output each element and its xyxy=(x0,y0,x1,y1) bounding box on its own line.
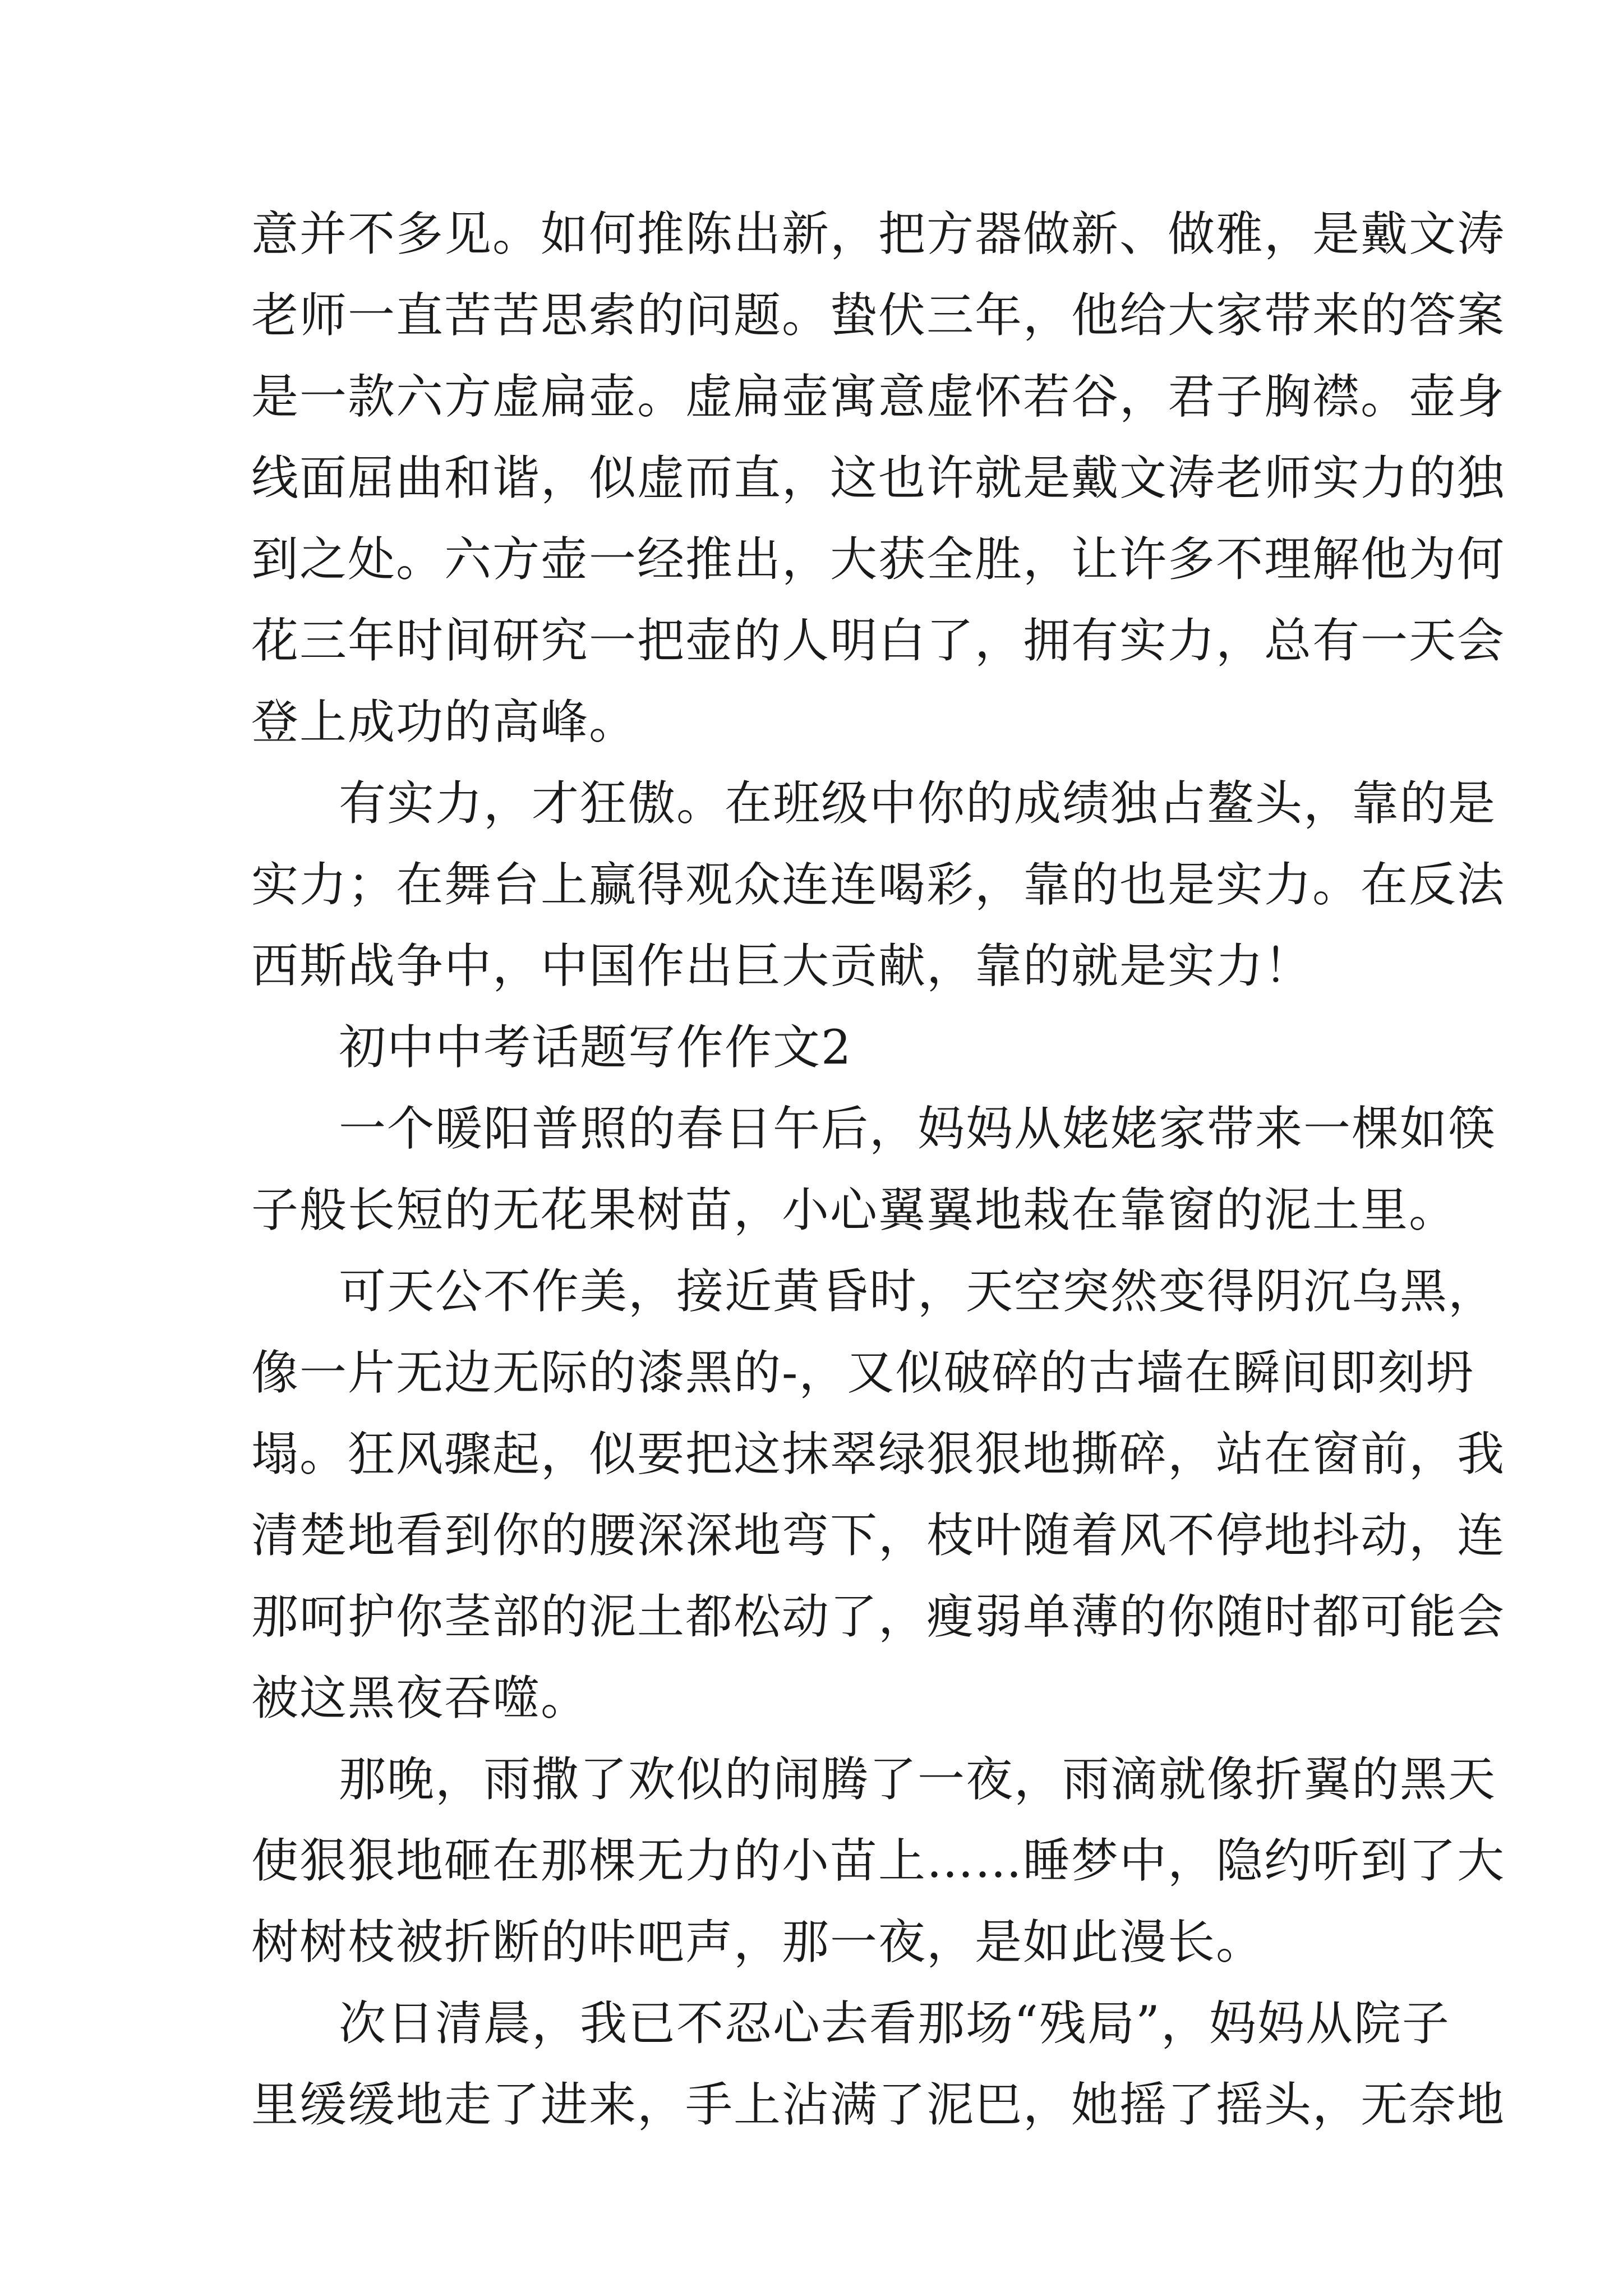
text-line: 那晚，雨撒了欢似的闹腾了一夜，雨滴就像折翼的黑天 xyxy=(339,1752,1497,1807)
text-line: 到之处。六方壶一经推出，大获全胜，让许多不理解他为何 xyxy=(251,532,1506,587)
text-line: 清楚地看到你的腰深深地弯下，枝叶随着风不停地抖动，连 xyxy=(251,1508,1506,1563)
text-line: 意并不多见。如何推陈出新，把方器做新、做雅，是戴文涛 xyxy=(251,206,1506,261)
text-line: 有实力，才狂傲。在班级中你的成绩独占鳌头，靠的是 xyxy=(339,776,1497,831)
text-line: 花三年时间研究一把壶的人明白了，拥有实力，总有一天会 xyxy=(251,613,1506,668)
text-line: 被这黑夜吞噬。 xyxy=(251,1671,589,1726)
text-line: 那呵护你茎部的泥土都松动了，瘦弱单薄的你随时都可能会 xyxy=(251,1589,1506,1644)
section-heading: 初中中考话题写作作文2 xyxy=(339,1020,852,1075)
text-line: 里缓缓地走了进来，手上沾满了泥巴，她摇了摇头，无奈地 xyxy=(251,2077,1506,2132)
text-line: 使狠狠地砸在那棵无力的小苗上……睡梦中，隐约听到了大 xyxy=(251,1833,1506,1888)
text-line: 登上成功的高峰。 xyxy=(251,694,638,749)
text-line: 老师一直苦苦思索的问题。蛰伏三年，他给大家带来的答案 xyxy=(251,288,1506,343)
text-line: 树树枝被折断的咔吧声，那一夜，是如此漫长。 xyxy=(251,1915,1265,1970)
text-line: 可天公不作美，接近黄昏时，天空突然变得阴沉乌黑， xyxy=(339,1264,1497,1319)
document-body xyxy=(251,194,1506,2146)
text-line: 像一片无边无际的漆黑的-，又似破碎的古墙在瞬间即刻坍 xyxy=(251,1345,1474,1400)
text-line: 线面屈曲和谐，似虚而直，这也许就是戴文涛老师实力的独 xyxy=(251,450,1506,505)
text-line: 实力；在舞台上赢得观众连连喝彩，靠的也是实力。在反法 xyxy=(251,857,1506,912)
text-line: 是一款六方虚扁壶。虚扁壶寓意虚怀若谷，君子胸襟。壶身 xyxy=(251,369,1506,424)
text-line: 次日清晨，我已不忍心去看那场“残局”，妈妈从院子 xyxy=(339,1996,1450,2051)
text-line: 塌。狂风骤起，似要把这抹翠绿狠狠地撕碎，站在窗前，我 xyxy=(251,1427,1506,1481)
text-line: 子般长短的无花果树苗，小心翼翼地栽在靠窗的泥土里。 xyxy=(251,1182,1458,1237)
text-line: 西斯战争中，中国作出巨大贡献，靠的就是实力！ xyxy=(251,938,1313,993)
text-line: 一个暖阳普照的春日午后，妈妈从姥姥家带来一棵如筷 xyxy=(339,1101,1497,1156)
